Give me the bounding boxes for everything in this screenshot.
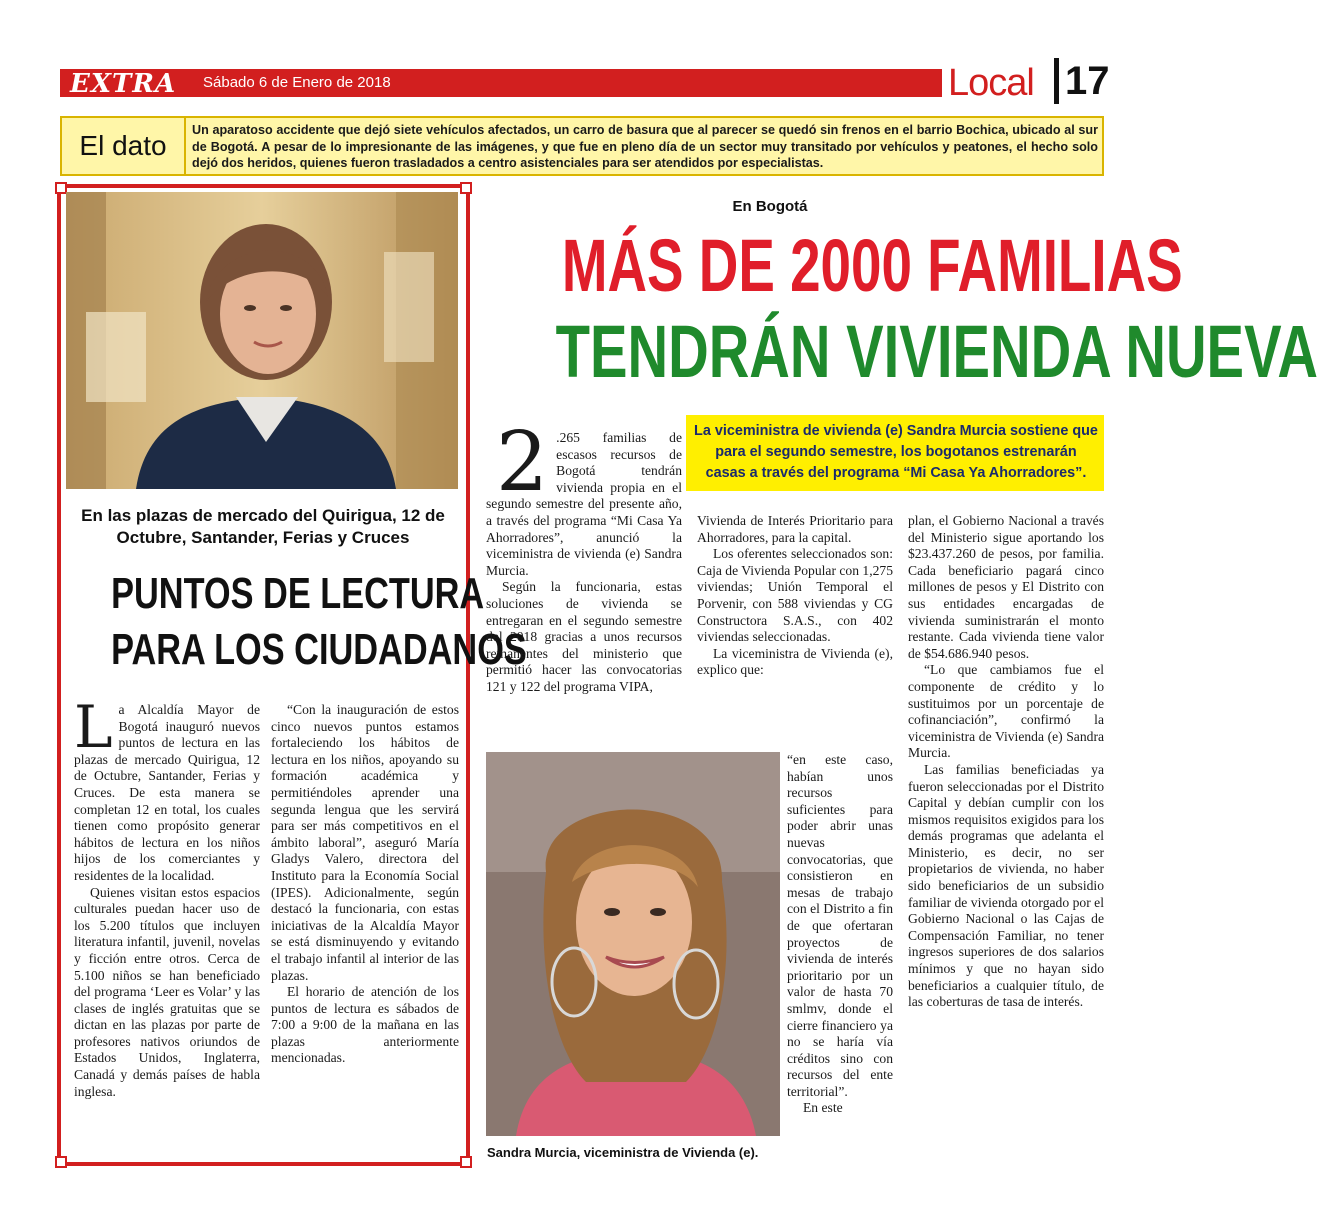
photo-caption: Sandra Murcia, viceministra de Vivienda (e). bbox=[487, 1145, 759, 1160]
body-paragraph bbox=[486, 415, 682, 579]
paragraph-text: .265 familias de escasos recursos de Bogotá tendrán vivienda propia en el segundo semestre del presente año, a través del programa “Mi Casa Ya Ahorradores”, anunció la viceministra de vivienda (e) Sandra Murcia. bbox=[486, 430, 682, 578]
body-paragraph: En este bbox=[803, 1100, 843, 1116]
main-story-column bbox=[908, 513, 1104, 1011]
drop-cap: 2 bbox=[496, 415, 549, 510]
portrait-illustration bbox=[66, 192, 458, 489]
paragraph-text: a Alcaldía Mayor de Bogotá inauguró nuevos puntos de lectura en las plazas de mercado Quirigua, 12 de Octubre, Santander, Ferias y Cruces. De esta manera se completan 12 en total, los cuales tienen como propósito generar hábitos de lectura en los niños hijos de los comerciantes y residentes de la localidad. bbox=[74, 702, 260, 883]
main-story-column-continued bbox=[787, 752, 893, 1117]
body-paragraph: Quienes visitan estos espacios culturales puedan hacer uso de los 5.200 títulos que incluyen literatura infantil, juvenil, novelas y ficción entre otros. Cerca de 5.100 niños se han beneficiado del programa ‘Leer es Volar’ y las clases de inglés gratuitas que se dictan en las plazas por parte de profesores nativos oriundos de Estados Unidos, Inglaterra, Canadá y demás países de habla inglesa. bbox=[74, 884, 260, 1099]
headline-line-2: TENDRÁN VIVIENDA NUEVA bbox=[555, 310, 1318, 393]
left-title-line: PARA LOS CIUDADANOS bbox=[111, 625, 527, 674]
body-paragraph: Según la funcionaria, estas soluciones de vivienda se entregaran en el segundo semestre del 2018 gracias a unos recursos remanentes del ministerio que permitió hacer las convocatorias 121 y 122 del programa VIPA, bbox=[486, 579, 682, 694]
el-dato-text: Un aparatoso accidente que dejó siete vehículos afectados, un carro de basura que al parecer se quedó sin frenos en el barrio Bochica, ubicado al sur de Bogotá. A pesar de lo impresionante de las imágenes, y que fue en pleno día de un sector muy transitado por vehículos y peatones, el hecho solo dejó dos heridos, quienes fueron trasladados a centro asistenciales para ser atendidos por especialistas. bbox=[192, 123, 1098, 170]
body-paragraph: “Lo que cambiamos fue el componente de crédito y lo sustituimos por un porcentaje de cofinanciación”, confirmó la viceministra de Vivienda (e) Sandra Murcia. bbox=[908, 662, 1104, 761]
main-story-column bbox=[486, 415, 682, 696]
body-paragraph: La viceministra de Vivienda (e), explico que: bbox=[697, 645, 893, 678]
body-paragraph: plan, el Gobierno Nacional a través del Ministerio sigue aportando los $23.437.260 de pesos, por familia. Cada beneficiario pagará cinco millones de pesos y El Distrito con sus entidades encargadas de vivienda suministrarán el monto restante. Cada vivienda tiene valor de $54.686.940 pesos. bbox=[908, 513, 1104, 661]
main-story-column bbox=[697, 513, 893, 679]
drop-cap: L bbox=[74, 693, 113, 761]
masthead bbox=[60, 59, 1110, 104]
body-paragraph: “en este caso, habían unos recursos suficientes para poder abrir unas nuevas convocatorias, que consistieron en mesas de trabajo con el Distrito a fin de que ofertaran proyectos de vivienda de interés prioritario por un valor de hasta 70 smlmv, donde el cierre financiero ya no se haría vía créditos sino con recursos del ente territorial”. bbox=[787, 752, 893, 1099]
photo-maria-gladys-valero bbox=[66, 192, 458, 489]
el-dato-box bbox=[60, 116, 1104, 176]
frame-corner bbox=[55, 1156, 67, 1168]
section-name: Local bbox=[948, 62, 1034, 104]
body-paragraph: Vivienda de Interés Prioritario para Ahorradores, para la capital. bbox=[697, 513, 893, 545]
story-deck: La viceministra de vivienda (e) Sandra Murcia sostiene que para el segundo semestre, los bogotanos estrenarán casas a través del programa “Mi Casa Ya Ahorradores”. bbox=[686, 415, 1104, 491]
headline-line-1: MÁS DE 2000 FAMILIAS bbox=[561, 224, 1183, 307]
left-story-column bbox=[271, 702, 459, 1067]
body-paragraph: El horario de atención de los puntos de lectura es sábados de 7:00 a 9:00 de la mañana en las plazas anteriormente mencionadas. bbox=[271, 984, 459, 1066]
body-paragraph: “Con la inauguración de estos cinco nuevos puntos estamos fortaleciendo los hábitos de lectura en los niños, apoyando su formación académica y permitiéndoles aprender una segunda lengua que les servirá para ser más competitivos en el ámbito laboral”, aseguró María Gladys Valero, directora del Instituto para la Economía Social (IPES). Adicionalmente, según destacó la funcionaria, con estas iniciativas de la Alcaldía Mayor se está disminuyendo y evitando el trabajo infantil al interior de las plazas. bbox=[271, 702, 459, 983]
body-paragraph: Las familias beneficiadas ya fueron seleccionadas por el Distrito Capital y debían cumplir con los mismos requisitos exigidos para los demás programas que adelanta el Ministerio, es decir, no ser propietarios de vivienda, no haber sido beneficiarios de un subsidio familiar de vivienda otorgado por el Gobierno Nacional o las Cajas de Compensación Familiar, no tener ingresos superiores de dos salarios mínimos y que no hayan sido beneficiarios a cualquier título, de las coberturas de tasa de interés. bbox=[908, 761, 1104, 1010]
left-title-line: PUNTOS DE LECTURA bbox=[111, 569, 485, 618]
page-number: 17 bbox=[1054, 58, 1110, 104]
newspaper-logo: EXTRA bbox=[70, 69, 177, 99]
issue-date: Sábado 6 de Enero de 2018 bbox=[203, 74, 391, 91]
left-story-title bbox=[111, 566, 527, 678]
frame-corner bbox=[460, 1156, 472, 1168]
left-story-kicker: En las plazas de mercado del Quirigua, 12 de Octubre, Santander, Ferias y Cruces bbox=[81, 506, 445, 547]
portrait-illustration bbox=[486, 752, 780, 1136]
left-story-column bbox=[74, 693, 260, 1100]
photo-sandra-murcia bbox=[486, 752, 780, 1136]
frame-corner bbox=[460, 182, 472, 194]
main-story-kicker: En Bogotá bbox=[732, 198, 808, 215]
body-paragraph bbox=[74, 693, 260, 885]
el-dato-label: El dato bbox=[62, 118, 186, 174]
body-paragraph: Los oferentes seleccionados son: Caja de Vivienda Popular con 1,275 viviendas; Unión Temporal el Porvenir, con 588 viviendas y CG Constructora S.A.S., con 402 viviendas seleccionadas. bbox=[697, 546, 894, 645]
